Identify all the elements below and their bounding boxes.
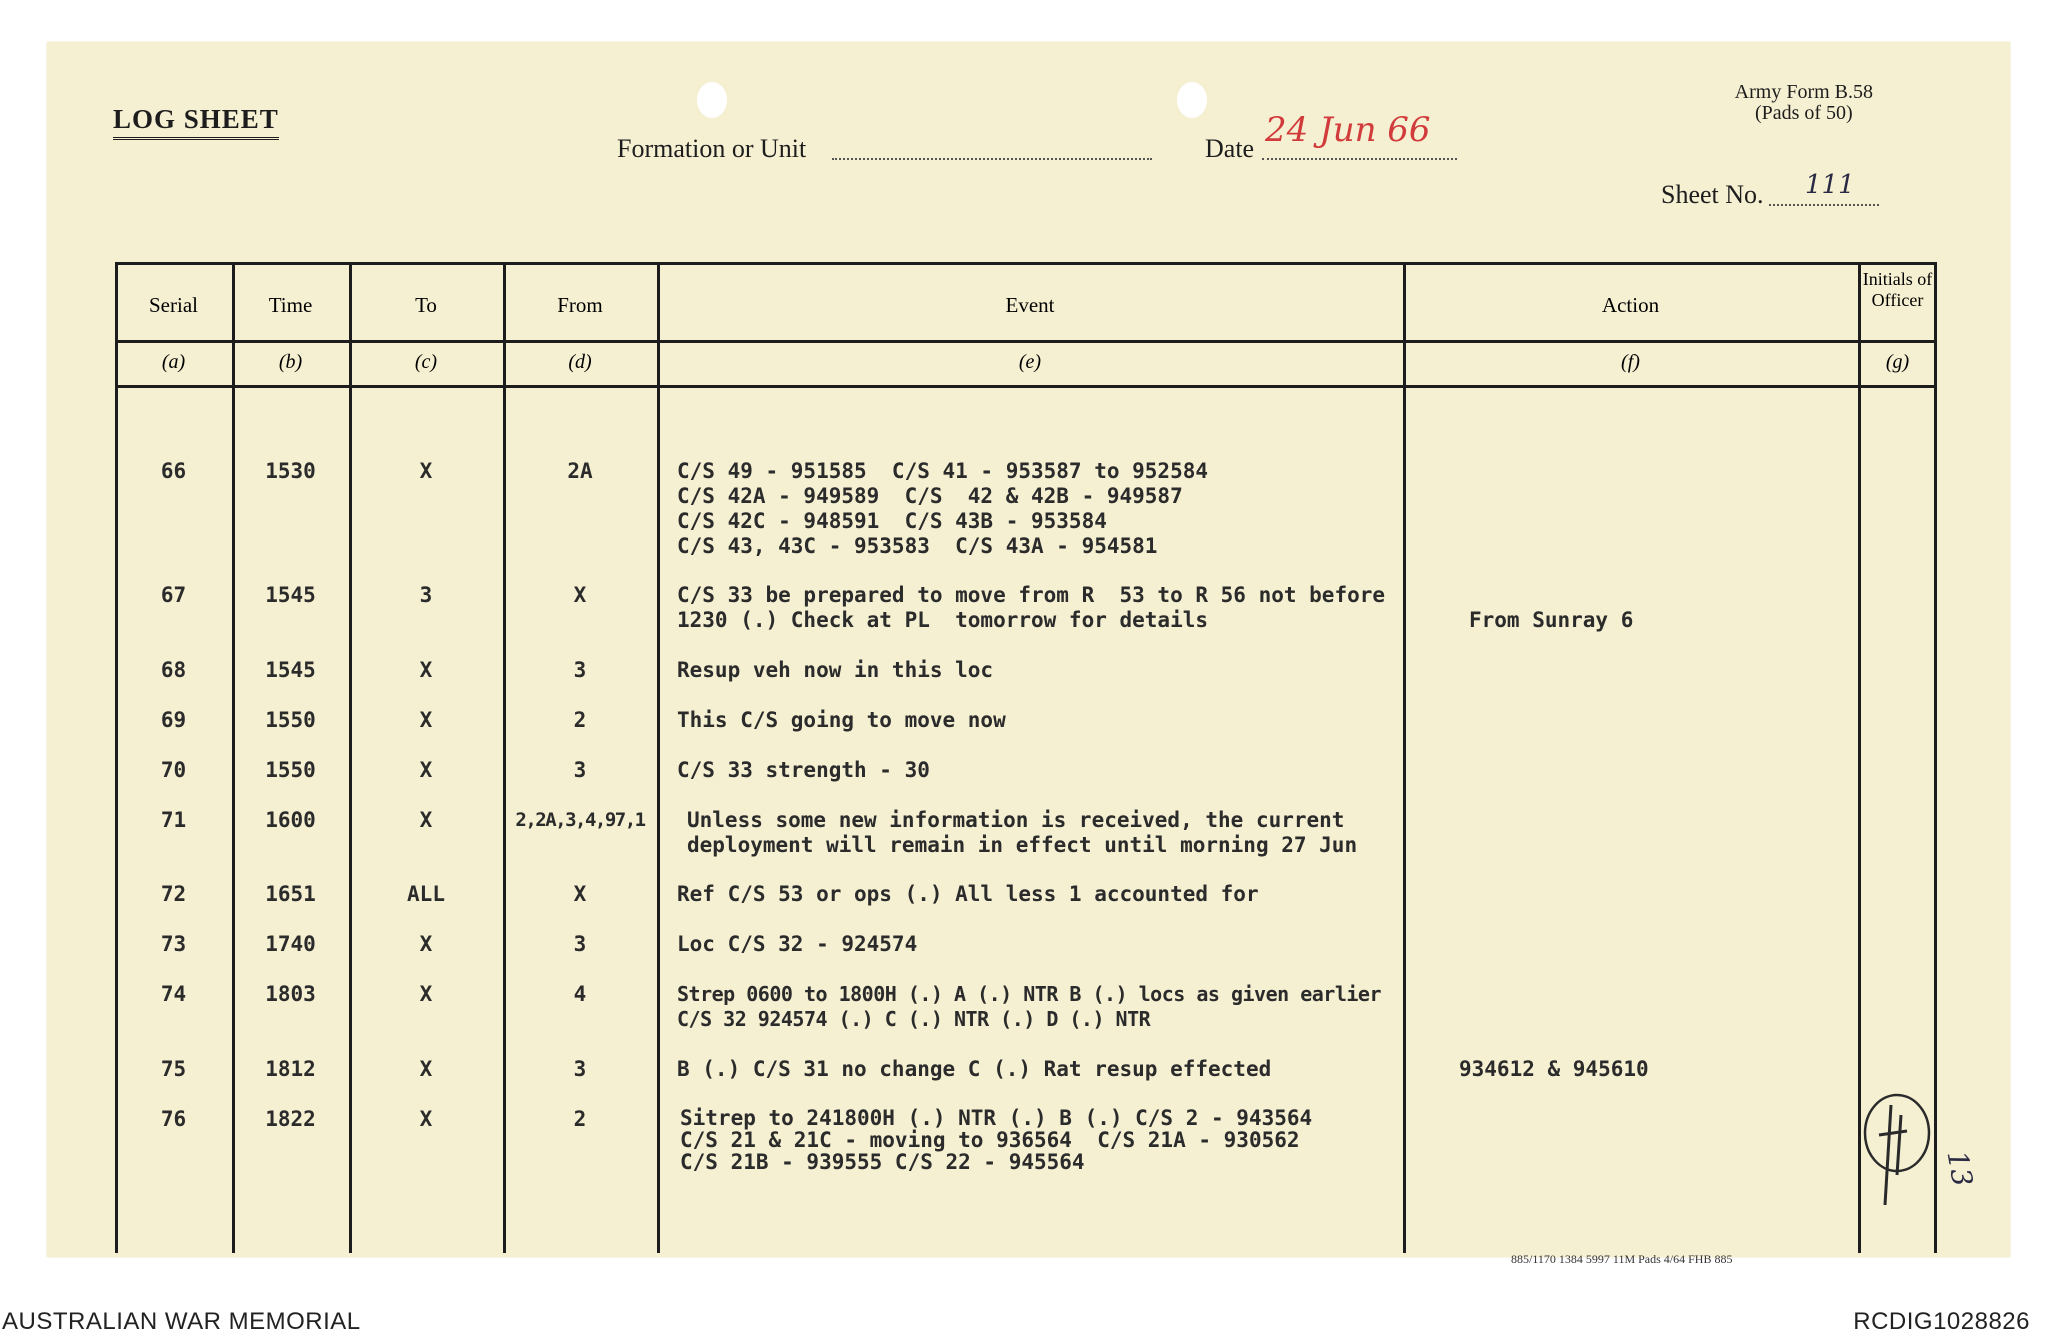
- cell-to: ALL: [407, 882, 445, 906]
- caption-right: RCDIG1028826: [1853, 1308, 2030, 1335]
- cell-to: X: [419, 658, 433, 682]
- cell-from: X: [573, 583, 587, 607]
- cell-from: 4: [573, 982, 587, 1006]
- punch-hole: [1177, 82, 1207, 118]
- header-initials: Initials of Officer: [1862, 269, 1933, 310]
- cell-serial: 69: [160, 708, 187, 732]
- subheader-g: (g): [1885, 351, 1910, 373]
- date-value: 24 Jun 66: [1265, 110, 1431, 150]
- cell-time: 1822: [265, 1107, 316, 1131]
- officer-initials-signature: [1861, 1085, 1937, 1215]
- cell-time: 1803: [265, 982, 316, 1006]
- cell-from: 3: [573, 658, 587, 682]
- subheader-a: (a): [161, 351, 186, 373]
- cell-time: 1550: [265, 708, 316, 732]
- cell-to: 3: [419, 583, 433, 607]
- date-label: Date: [1205, 134, 1255, 163]
- cell-serial: 72: [160, 882, 187, 906]
- cell-to: X: [419, 1057, 433, 1081]
- cell-serial: 66: [160, 459, 187, 483]
- cell-event: This C/S going to move now: [677, 708, 1006, 732]
- cell-serial: 76: [160, 1107, 187, 1131]
- army-form-number: Army Form B.58: [1734, 81, 1873, 103]
- cell-from: 3: [573, 758, 587, 782]
- header-time: Time: [268, 293, 313, 317]
- cell-from: X: [573, 882, 587, 906]
- cell-time: 1550: [265, 758, 316, 782]
- cell-time: 1812: [265, 1057, 316, 1081]
- print-code: 885/1170 1384 5997 11M Pads 4/64 FHB 885: [1511, 1252, 1733, 1266]
- cell-event: Unless some new information is received, the current deployment will remain in effect until morning 27 Jun: [687, 808, 1358, 857]
- subheader-d: (d): [568, 351, 592, 373]
- cell-event: Ref C/S 53 or ops (.) All less 1 accounted for: [677, 882, 1259, 906]
- pads-note: (Pads of 50): [1754, 102, 1853, 124]
- margin-note: 13: [1940, 1148, 1980, 1189]
- cell-to: X: [419, 459, 433, 483]
- cell-time: 1530: [265, 459, 316, 483]
- cell-from: 2A: [567, 459, 593, 483]
- formation-label: Formation or Unit: [617, 134, 807, 163]
- cell-to: X: [419, 1107, 433, 1131]
- cell-action: From Sunray 6: [1469, 608, 1634, 632]
- log-sheet-paper: [47, 42, 2010, 1266]
- army-form-label: [1735, 82, 1873, 124]
- cell-from: 2: [573, 708, 587, 732]
- caption-left: AUSTRALIAN WAR MEMORIAL: [2, 1308, 361, 1335]
- cell-time: 1740: [265, 932, 316, 956]
- cell-time: 1545: [265, 658, 316, 682]
- formation-dotted-line: [832, 157, 1152, 160]
- form-title: LOG SHEET: [113, 104, 279, 140]
- cell-serial: 73: [160, 932, 187, 956]
- header-event: Event: [1005, 293, 1055, 317]
- cell-event: Strep 0600 to 1800H (.) A (.) NTR B (.) locs as given earlier C/S 32 924574 (.) C (.) NTR (.) D (.) NTR: [677, 982, 1382, 1031]
- cell-serial: 71: [160, 808, 187, 832]
- header-action: Action: [1601, 293, 1660, 317]
- cell-time: 1545: [265, 583, 316, 607]
- cell-from: 2: [573, 1107, 587, 1131]
- cell-time: 1600: [265, 808, 316, 832]
- cell-serial: 68: [160, 658, 187, 682]
- cell-serial: 67: [160, 583, 187, 607]
- date-dotted-line: [1262, 157, 1457, 160]
- header-to: To: [415, 293, 437, 317]
- cell-serial: 75: [160, 1057, 187, 1081]
- cell-serial: 74: [160, 982, 187, 1006]
- cell-event: C/S 33 strength - 30: [677, 758, 930, 782]
- cell-event: B (.) C/S 31 no change C (.) Rat resup effected: [677, 1057, 1272, 1081]
- sheet-value: 111: [1805, 170, 1855, 200]
- cell-event: Sitrep to 241800H (.) NTR (.) B (.) C/S 2 - 943564 C/S 21 & 21C - moving to 936564 C/S 21A - 930562 C/S 21B - 939555 C/S 22 - 945564: [680, 1106, 1313, 1174]
- cell-serial: 70: [160, 758, 187, 782]
- cell-to: X: [419, 982, 433, 1006]
- header-from: From: [557, 293, 603, 317]
- cell-event: C/S 49 - 951585 C/S 41 - 953587 to 952584 C/S 42A - 949589 C/S 42 & 42B - 949587 C/S 42C - 948591 C/S 43B - 953584 C/S 43, 43C - 953583 C/S 43A - 954581: [677, 459, 1209, 558]
- subheader-c: (c): [414, 351, 438, 373]
- cell-from: 3: [573, 932, 587, 956]
- cell-event: Resup veh now in this loc: [677, 658, 994, 682]
- subheader-f: (f): [1621, 351, 1640, 373]
- log-table: [115, 262, 1937, 1266]
- subheader-b: (b): [278, 351, 303, 373]
- header-serial: Serial: [149, 293, 198, 317]
- cell-to: X: [419, 932, 433, 956]
- cell-to: X: [419, 708, 433, 732]
- cell-event: C/S 33 be prepared to move from R 53 to R 56 not before 1230 (.) Check at PL tomorrow for details: [677, 583, 1386, 632]
- subheader-e: (e): [1018, 351, 1042, 373]
- cell-from: 3: [573, 1057, 587, 1081]
- cell-time: 1651: [265, 882, 316, 906]
- sheet-label: Sheet No.: [1661, 180, 1764, 209]
- cell-action: 934612 & 945610: [1459, 1057, 1649, 1081]
- cell-from: 2,2A,3,4,97,1: [515, 809, 645, 831]
- cell-event: Loc C/S 32 - 924574: [677, 932, 918, 956]
- cell-to: X: [419, 808, 433, 832]
- sheet-dotted-line: [1769, 203, 1879, 206]
- cell-to: X: [419, 758, 433, 782]
- punch-hole: [697, 82, 727, 118]
